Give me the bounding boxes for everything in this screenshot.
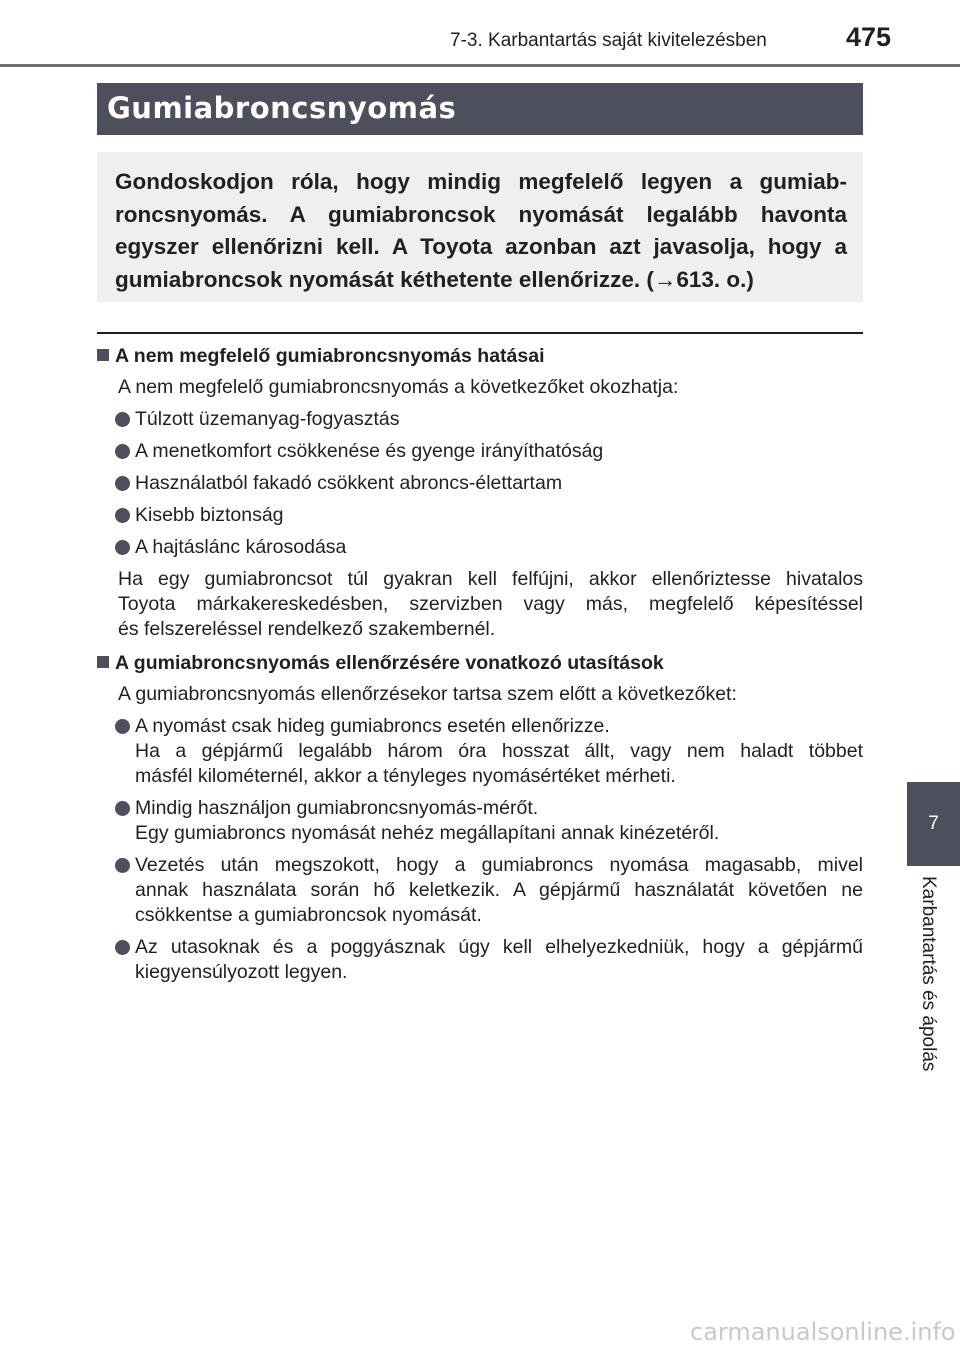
list-item bbox=[97, 535, 863, 560]
section-heading-text: A gumiabroncsnyomás ellenőrzésére vonatkozó utasítások bbox=[115, 652, 664, 674]
bullet-dot-icon bbox=[115, 412, 130, 427]
list-item-text: A nyomást csak hideg gumiabroncs esetén ellenőrizze. bbox=[135, 715, 610, 737]
bullet-dot-icon bbox=[115, 801, 130, 816]
list-item bbox=[97, 714, 863, 789]
list-item-text: Kisebb biztonság bbox=[135, 504, 284, 526]
list-item-text: annak használata során hő keletkezik. A gépjármű használatát követően ne bbox=[135, 879, 863, 901]
list-item bbox=[97, 796, 863, 846]
header-divider bbox=[0, 64, 960, 67]
closing-line: Ha egy gumiabroncsot túl gyakran kell felfújni, akkor ellenőriztesse hivatalos bbox=[118, 568, 863, 590]
bullet-dot-icon bbox=[115, 858, 130, 873]
intro-line: roncsnyomás. A gumiabroncsok nyomását legalább havonta bbox=[115, 201, 847, 227]
title-bar bbox=[97, 83, 863, 135]
list-item-text: Ha a gépjármű legalább három óra hosszat állt, vagy nem haladt többet bbox=[135, 740, 863, 762]
square-bullet-icon bbox=[97, 656, 109, 668]
closing-line: Toyota márkakereskedésben, szervizben vagy más, megfelelő képesítéssel bbox=[118, 593, 863, 615]
bullet-dot-icon bbox=[115, 444, 130, 459]
bullet-dot-icon bbox=[115, 940, 130, 955]
section-lead: A gumiabroncsnyomás ellenőrzésekor tartsa szem előtt a következőket: bbox=[118, 683, 737, 705]
header-section-title: 7-3. Karbantartás saját kivitelezésben bbox=[450, 30, 767, 51]
list-item-text: Mindig használjon gumiabroncsnyomás-mérőt. bbox=[135, 797, 539, 819]
intro-line: gumiabroncsok nyomását kéthetente ellenőrizze. (→613. o.) bbox=[115, 266, 754, 292]
chapter-number: 7 bbox=[928, 813, 939, 834]
chapter-label: Karbantartás és ápolás bbox=[918, 876, 939, 1072]
list-item bbox=[97, 407, 863, 432]
list-item bbox=[97, 471, 863, 496]
list-item-text: A menetkomfort csökkenése és gyenge irányíthatóság bbox=[135, 440, 604, 462]
list-item-text: Használatból fakadó csökkent abroncs-élettartam bbox=[135, 472, 563, 494]
list-item-text: Túlzott üzemanyag-fogyasztás bbox=[135, 408, 400, 430]
bullet-dot-icon bbox=[115, 719, 130, 734]
list-item-text: A hajtáslánc károsodása bbox=[135, 536, 347, 558]
list-item-text: kiegyensúlyozott legyen. bbox=[135, 961, 348, 983]
section-divider bbox=[97, 332, 863, 334]
list-item-text: Vezetés után megszokott, hogy a gumiabroncs nyomása magasabb, mivel bbox=[135, 854, 863, 876]
section-heading bbox=[97, 651, 863, 676]
list-item bbox=[97, 935, 863, 985]
section-lead: A nem megfelelő gumiabroncsnyomás a következőket okozhatja: bbox=[118, 376, 679, 398]
bullet-dot-icon bbox=[115, 508, 130, 523]
intro-text bbox=[115, 166, 847, 296]
list-item bbox=[97, 853, 863, 928]
intro-line: Gondoskodjon róla, hogy mindig megfelelő legyen a gumiab- bbox=[115, 169, 847, 194]
closing-line: és felszereléssel rendelkező szakembernél. bbox=[118, 618, 496, 640]
list-item bbox=[97, 439, 863, 464]
section-closing bbox=[118, 567, 863, 642]
square-bullet-icon bbox=[97, 349, 109, 361]
intro-line: egyszer ellenőrizni kell. A Toyota azonban azt javasolja, hogy a bbox=[115, 234, 847, 259]
main-content bbox=[97, 344, 863, 992]
intro-box bbox=[97, 152, 863, 302]
watermark: carmanualsonline.info bbox=[690, 1318, 956, 1346]
page-title: Gumiabroncsnyomás bbox=[107, 91, 457, 125]
bullet-dot-icon bbox=[115, 476, 130, 491]
chapter-tab bbox=[907, 782, 960, 866]
list-item-text: másfél kilométernél, akkor a tényleges nyomásértéket mérheti. bbox=[135, 765, 676, 787]
list-item-text: csökkentse a gumiabroncsok nyomását. bbox=[135, 904, 482, 926]
list-item bbox=[97, 503, 863, 528]
bullet-dot-icon bbox=[115, 540, 130, 555]
page-number: 475 bbox=[846, 22, 892, 52]
section-heading-text: A nem megfelelő gumiabroncsnyomás hatásai bbox=[115, 345, 545, 367]
list-item-text: Az utasoknak és a poggyásznak úgy kell elhelyezkedniük, hogy a gépjármű bbox=[135, 936, 863, 958]
section-heading bbox=[97, 344, 863, 369]
list-item-text: Egy gumiabroncs nyomását nehéz megállapítani annak kinézetéről. bbox=[135, 822, 720, 844]
